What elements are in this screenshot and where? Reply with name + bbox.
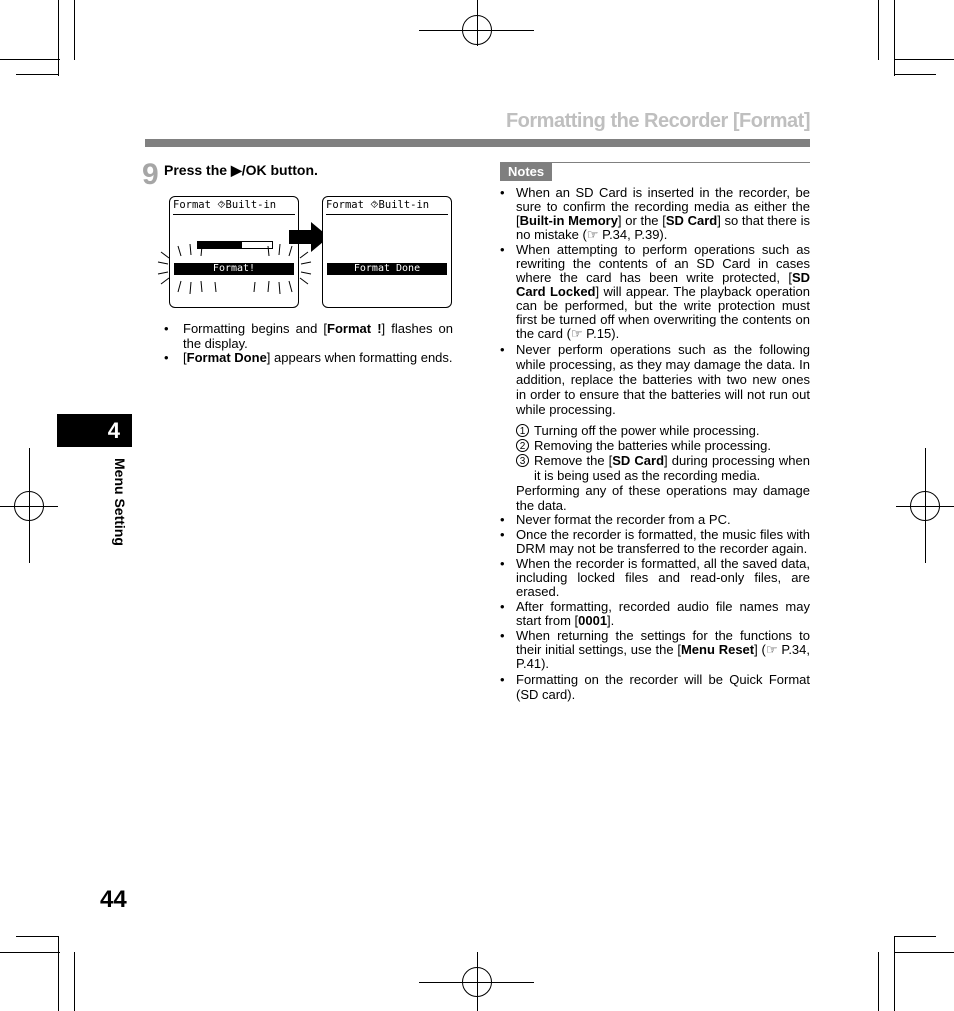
notes-label: Notes bbox=[500, 163, 552, 181]
lcd-status: Format! bbox=[174, 263, 294, 275]
list-item: • Once the recorder is formatted, the music files with DRM may not be transferred to the recorder again. bbox=[500, 528, 810, 556]
list-item: • Formatting on the recorder will be Quick Format (SD card). bbox=[500, 672, 810, 702]
list-item: • When attempting to perform operations such as rewriting the contents of an SD Card in cases where the card has been write protected, [SD Card Locked] will appear. The playback operation can be performed, but the write protection must first be turned off when overwriting the contents on the card (☞ P.15). bbox=[500, 243, 810, 341]
list-item: • [Format Done] appears when formatting ends. bbox=[164, 351, 453, 366]
list-item: • After formatting, recorded audio file names may start from [0001]. bbox=[500, 600, 810, 628]
list-item: • When returning the settings for the functions to their initial settings, use the [Menu Reset] (☞ P.34, P.41). bbox=[500, 629, 810, 671]
list-item: • Never format the recorder from a PC. bbox=[500, 513, 810, 527]
step-instruction: Press the ▶/OK button. bbox=[164, 162, 318, 178]
numbered-item: 2 Removing the batteries while processing. bbox=[500, 438, 810, 453]
list-item: • When the recorder is formatted, all the saved data, including locked files and read-only files, are erased. bbox=[500, 557, 810, 599]
step-bullets bbox=[164, 322, 453, 366]
lcd-screen-done bbox=[322, 196, 452, 308]
note-text: Performing any of these operations may damage the data. bbox=[516, 483, 810, 513]
page-number: 44 bbox=[100, 886, 127, 913]
lcd-header: Format ⯑Built-in bbox=[326, 199, 430, 211]
numbered-item: 1 Turning off the power while processing. bbox=[500, 423, 810, 438]
chapter-tab: 4 bbox=[57, 414, 132, 447]
play-icon: ▶ bbox=[230, 162, 242, 178]
numbered-item: 3 Remove the [SD Card] during processing when it is being used as the recording media. bbox=[500, 453, 810, 483]
list-item: • Formatting begins and [Format !] flashes on the display. bbox=[164, 322, 453, 351]
lcd-header: Format ⯑Built-in bbox=[173, 199, 277, 211]
list-item: • Never perform operations such as the following while processing, as they may damage the data. In addition, replace the batteries with two new ones in order to ensure that the batteries will not run out while processing. bbox=[500, 342, 810, 417]
chapter-label: Menu Setting bbox=[112, 458, 128, 546]
notes-list bbox=[500, 186, 810, 703]
lcd-status: Format Done bbox=[327, 263, 447, 275]
title-rule bbox=[145, 139, 810, 147]
page-title: Formatting the Recorder [Format] bbox=[505, 110, 810, 132]
step-number: 9 bbox=[142, 158, 159, 191]
list-item: • When an SD Card is inserted in the recorder, be sure to confirm the recording media as either the [Built-in Memory] or the [SD Card] so that there is no mistake (☞ P.34, P.39). bbox=[500, 186, 810, 242]
